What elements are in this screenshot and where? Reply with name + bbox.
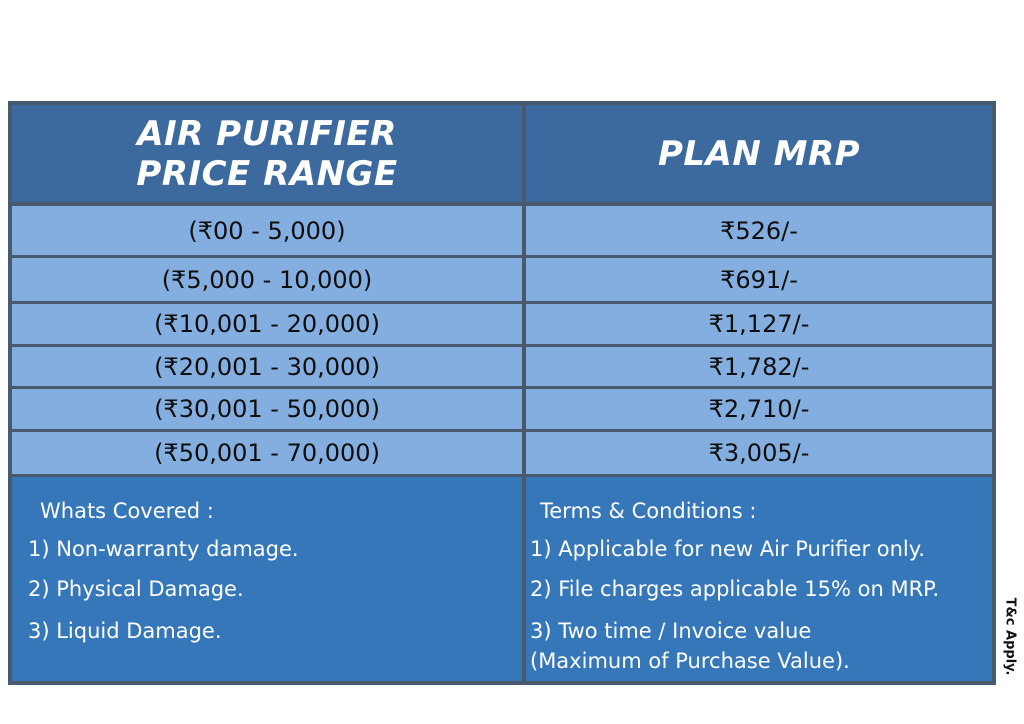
- price-table: [8, 101, 996, 685]
- table-row-4-range: (₹20,001 - 30,000): [12, 347, 522, 386]
- table-row-5-mrp: ₹2,710/-: [526, 389, 992, 429]
- table-row-4-mrp: ₹1,782/-: [526, 347, 992, 386]
- header-plan-mrp: [526, 105, 992, 202]
- header-price-range: [12, 105, 522, 202]
- table-row-6-mrp: ₹3,005/-: [526, 432, 992, 474]
- table-row-1-range: (₹00 - 5,000): [12, 206, 522, 255]
- table-row-5-range: (₹30,001 - 50,000): [12, 389, 522, 429]
- tc-apply-text: T&c Apply.: [1002, 597, 1018, 675]
- terms-item-1: 1) Applicable for new Air Purifier only.: [530, 537, 925, 561]
- covered-item-3: 3) Liquid Damage.: [28, 619, 222, 643]
- table-row-3-mrp: ₹1,127/-: [526, 304, 992, 344]
- covered-item-1: 1) Non-warranty damage.: [28, 537, 299, 561]
- whats-covered-section: [12, 477, 522, 681]
- terms-item-3: 3) Two time / Invoice value: [530, 619, 812, 643]
- table-row-2-range: (₹5,000 - 10,000): [12, 258, 522, 301]
- terms-item-3-continued: (Maximum of Purchase Value).: [530, 649, 850, 673]
- header-price-range-line2: PRICE RANGE: [136, 153, 398, 194]
- whats-covered-title: Whats Covered :: [40, 499, 214, 523]
- terms-title: Terms & Conditions :: [540, 499, 757, 523]
- table-row-2-mrp: ₹691/-: [526, 258, 992, 301]
- terms-item-2: 2) File charges applicable 15% on MRP.: [530, 577, 940, 601]
- header-price-range-line1: AIR PURIFIER: [137, 113, 397, 154]
- table-row-3-range: (₹10,001 - 20,000): [12, 304, 522, 344]
- header-plan-mrp-label: PLAN MRP: [657, 133, 861, 174]
- table-row-1-mrp: ₹526/-: [526, 206, 992, 255]
- terms-conditions-section: [526, 477, 992, 681]
- covered-item-2: 2) Physical Damage.: [28, 577, 244, 601]
- table-row-6-range: (₹50,001 - 70,000): [12, 432, 522, 474]
- tc-apply-note: [1000, 590, 1020, 682]
